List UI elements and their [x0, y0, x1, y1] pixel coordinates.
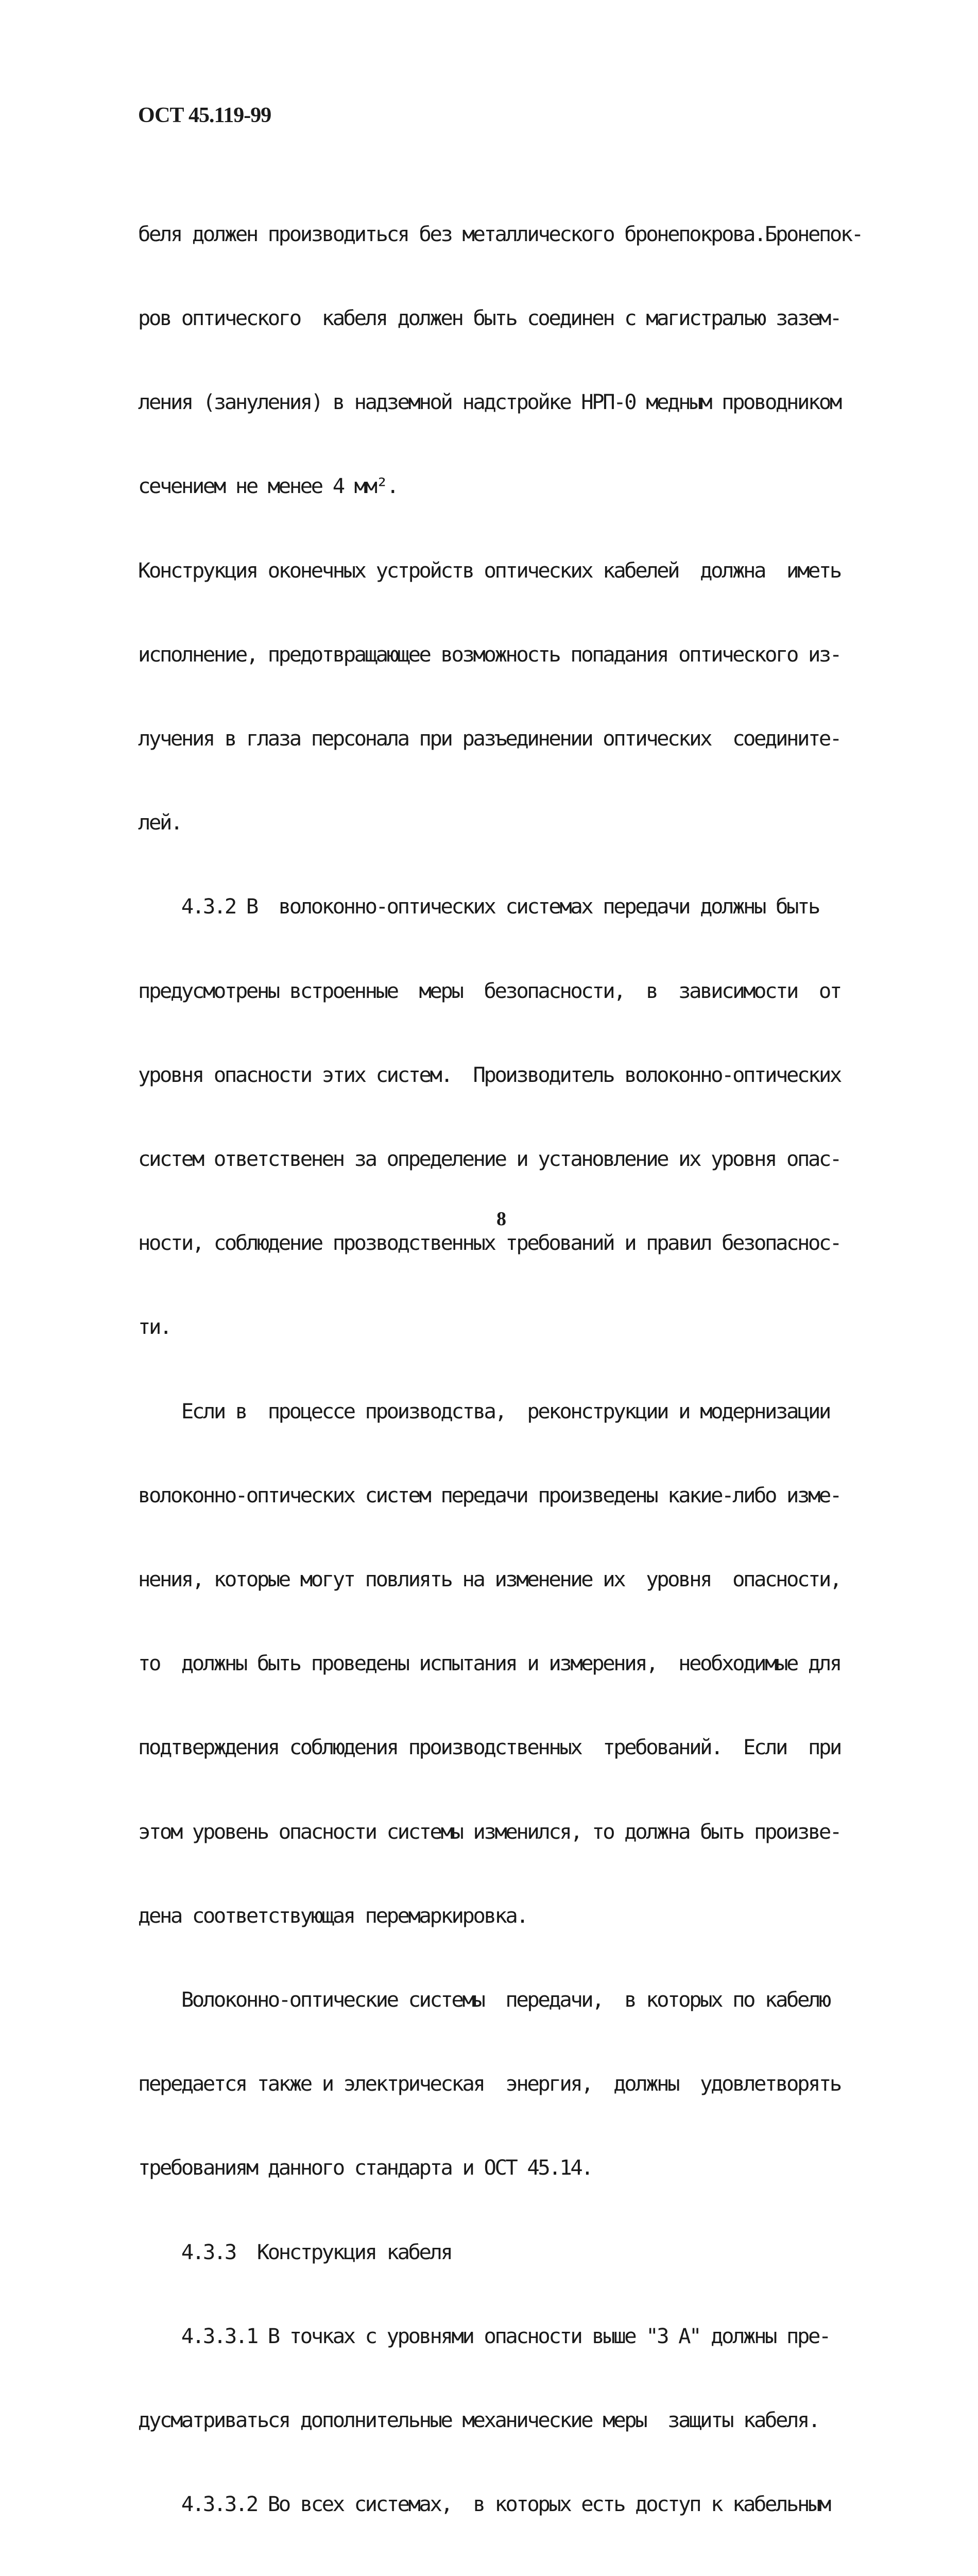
text-line: 4.3.3 Конструкция кабеля	[138, 2238, 859, 2266]
text-line: лей.	[138, 808, 859, 836]
text-line: предусмотрены встроенные меры безопасности, в зависимости от	[138, 977, 859, 1005]
text-line: передается также и электрическая энергия, должны удовлетворять	[138, 2070, 859, 2097]
text-line: нения, которые могут повлиять на изменение их уровня опасности,	[138, 1565, 859, 1593]
document-code-header: ОСТ 45.119-99	[138, 103, 271, 128]
text-line: ти.	[138, 1313, 859, 1341]
text-line: волоконно-оптических систем передачи произведены какие-либо изме-	[138, 1481, 859, 1509]
text-line	[138, 2574, 859, 2576]
text-line: систем ответственен за определение и установление их уровня опас-	[138, 1145, 859, 1173]
text-line: сечением не менее 4 мм².	[138, 472, 859, 500]
text-line: ности, соблюдение прозводственных требований и правил безопаснос-	[138, 1229, 859, 1257]
text-line: уровня опасности этих систем. Производитель волоконно-оптических	[138, 1061, 859, 1089]
text-line: 4.3.2 В волоконно-оптических системах передачи должны быть	[138, 892, 859, 920]
text-line: дусматриваться дополнительные механические меры защиты кабеля.	[138, 2406, 859, 2434]
text-line: требованиям данного стандарта и ОСТ 45.14.	[138, 2154, 859, 2181]
page-number: 8	[496, 1208, 506, 1230]
text-line: Конструкция оконечных устройств оптических кабелей должна иметь	[138, 556, 859, 584]
text-line: исполнение, предотвращающее возможность попадания оптического из-	[138, 640, 859, 668]
text-line: лучения в глаза персонала при разъединении оптических соедините-	[138, 724, 859, 752]
text-line: беля должен производиться без металлического бронепокрова.Бронепок-	[138, 220, 859, 248]
text-line: Если в процессе производства, реконструкции и модернизации	[138, 1397, 859, 1425]
text-line: Волоконно-оптические системы передачи, в которых по кабелю	[138, 1986, 859, 2013]
text-line: 4.3.3.2 Во всех системах, в которых есть доступ к кабельным	[138, 2490, 859, 2518]
text-line: ров оптического кабеля должен быть соединен с магистралью зазем-	[138, 304, 859, 332]
text-line: 4.3.3.1 В точках с уровнями опасности выше "3 А" должны пре-	[138, 2322, 859, 2350]
text-line: этом уровень опасности системы изменился, то должна быть произве-	[138, 1818, 859, 1845]
text-line: подтверждения соблюдения производственных требований. Если при	[138, 1733, 859, 1761]
text-line: то должны быть проведены испытания и измерения, необходимые для	[138, 1649, 859, 1677]
body-text	[138, 164, 859, 2576]
text-line: ления (зануления) в надземной надстройке НРП-0 медным проводником	[138, 388, 859, 416]
text-line: дена соответствующая перемаркировка.	[138, 1902, 859, 1929]
